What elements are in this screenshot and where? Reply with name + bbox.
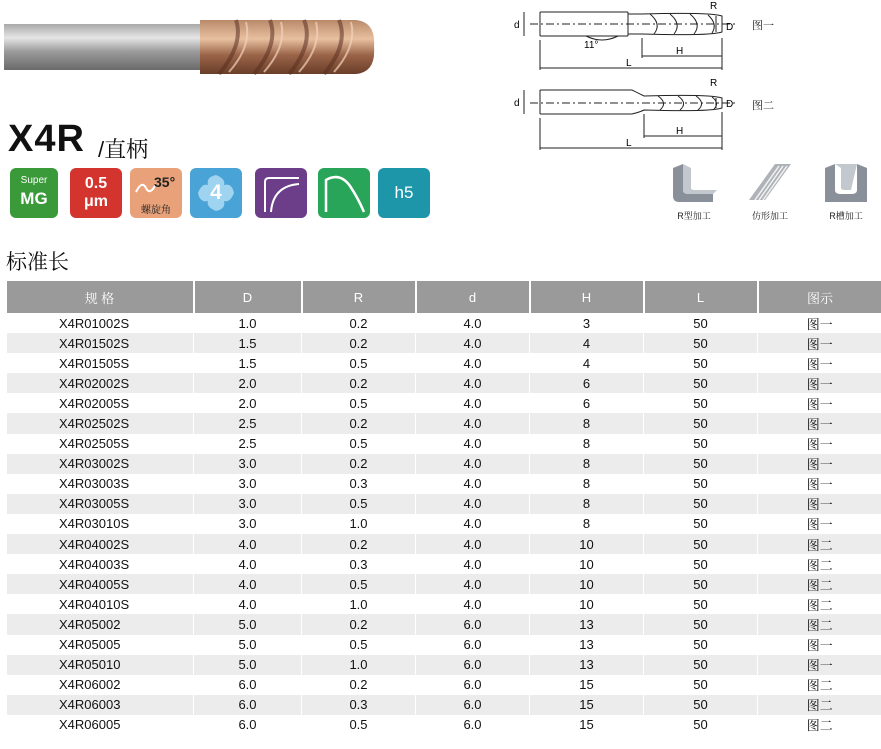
table-header-cell: d — [416, 281, 530, 313]
profile-machining-icon — [745, 160, 795, 204]
diagram2-L-label: L — [626, 138, 632, 149]
supermg-badge — [10, 168, 58, 218]
table-cell: 4 — [530, 333, 644, 353]
table-cell: 50 — [644, 313, 758, 333]
section-title: 标准长 — [6, 251, 69, 274]
table-cell: 4.0 — [194, 534, 302, 554]
r-groove-machining-icon — [821, 160, 871, 204]
table-cell: 4.0 — [416, 434, 530, 454]
table-cell: X4R03002S — [7, 454, 194, 474]
table-row — [7, 614, 881, 634]
table-cell: X4R05005 — [7, 635, 194, 655]
table-cell: 4.0 — [416, 353, 530, 373]
table-header-cell: 规 格 — [7, 281, 194, 313]
table-row — [7, 454, 881, 474]
table-cell: 0.2 — [302, 313, 416, 333]
table-cell: 4.0 — [194, 574, 302, 594]
table-cell: 4.0 — [416, 454, 530, 474]
table-cell: 0.5 — [302, 715, 416, 735]
table-row — [7, 675, 881, 695]
helix-value: 35° — [154, 174, 176, 190]
table-cell: X4R06002 — [7, 675, 194, 695]
table-cell: 图二 — [758, 675, 881, 695]
diagram1-L-label: L — [626, 58, 632, 69]
table-cell: 10 — [530, 574, 644, 594]
table-cell: 图一 — [758, 333, 881, 353]
table-cell: 图二 — [758, 574, 881, 594]
table-cell: 50 — [644, 594, 758, 614]
table-cell: 6.0 — [416, 695, 530, 715]
table-cell: 6.0 — [416, 715, 530, 735]
table-cell: 3.0 — [194, 474, 302, 494]
table-row — [7, 353, 881, 373]
table-cell: 4.0 — [416, 494, 530, 514]
table-cell: 50 — [644, 494, 758, 514]
table-cell: 4.0 — [416, 554, 530, 574]
coating-unit: μm — [83, 193, 108, 210]
table-cell: 15 — [530, 675, 644, 695]
r-type-machining-icon — [669, 160, 719, 204]
table-cell: 0.3 — [302, 554, 416, 574]
table-cell: 4.0 — [416, 534, 530, 554]
table-cell: 13 — [530, 655, 644, 675]
table-cell: 3.0 — [194, 454, 302, 474]
table-cell: 1.0 — [302, 514, 416, 534]
table-cell: X4R04003S — [7, 554, 194, 574]
table-cell: 13 — [530, 614, 644, 634]
table-cell: 50 — [644, 514, 758, 534]
r-type-machining — [664, 160, 724, 222]
table-cell: 4.0 — [416, 574, 530, 594]
table-cell: 图二 — [758, 614, 881, 634]
table-cell: 图二 — [758, 554, 881, 574]
table-cell: 0.5 — [302, 393, 416, 413]
table-cell: 6 — [530, 393, 644, 413]
table-header-cell: H — [530, 281, 644, 313]
table-cell: 6.0 — [416, 675, 530, 695]
table-cell: X4R04005S — [7, 574, 194, 594]
table-cell: 50 — [644, 715, 758, 735]
table-row — [7, 655, 881, 675]
table-cell: 1.0 — [302, 594, 416, 614]
table-cell: 4.0 — [416, 514, 530, 534]
table-cell: 0.5 — [302, 635, 416, 655]
diagram2-R-label: R — [710, 78, 718, 89]
table-cell: 3.0 — [194, 514, 302, 534]
dimension-diagram-1 — [510, 0, 740, 72]
table-cell: 50 — [644, 353, 758, 373]
table-cell: 4.0 — [416, 474, 530, 494]
table-cell: 4.0 — [416, 313, 530, 333]
table-cell: X4R03005S — [7, 494, 194, 514]
table-cell: 50 — [644, 655, 758, 675]
product-title: X4R — [8, 118, 85, 160]
table-cell: 0.2 — [302, 614, 416, 634]
table-cell: 0.5 — [302, 574, 416, 594]
table-header-cell: D — [194, 281, 302, 313]
table-cell: 15 — [530, 695, 644, 715]
table-cell: 0.5 — [302, 353, 416, 373]
table-cell: 10 — [530, 534, 644, 554]
table-cell: 图一 — [758, 353, 881, 373]
table-cell: 4.0 — [416, 373, 530, 393]
figure-1-label: 图一 — [752, 20, 774, 32]
table-cell: 2.5 — [194, 413, 302, 433]
supermg-bottom-text: MG — [20, 189, 48, 208]
r-groove-machining — [816, 160, 876, 222]
table-cell: 2.0 — [194, 373, 302, 393]
table-cell: 图二 — [758, 594, 881, 614]
table-cell: 50 — [644, 333, 758, 353]
table-cell: 50 — [644, 635, 758, 655]
table-row — [7, 413, 881, 433]
profile-machining-caption: 仿形加工 — [751, 211, 788, 221]
table-cell: 8 — [530, 434, 644, 454]
diagram1-angle-label: 11° — [584, 40, 599, 51]
table-cell: 13 — [530, 635, 644, 655]
r-groove-machining-caption: R槽加工 — [829, 211, 863, 221]
table-cell: 图一 — [758, 313, 881, 333]
table-cell: X4R01502S — [7, 333, 194, 353]
table-cell: 0.5 — [302, 434, 416, 454]
table-cell: X4R04002S — [7, 534, 194, 554]
table-cell: 图一 — [758, 454, 881, 474]
diagram1-D-label: D — [726, 22, 734, 33]
table-header-row — [7, 281, 881, 313]
table-row — [7, 574, 881, 594]
diagram1-R-label: R — [710, 1, 718, 12]
table-cell: X4R03003S — [7, 474, 194, 494]
table-cell: 1.0 — [302, 655, 416, 675]
tolerance-badge — [378, 168, 430, 218]
table-cell: 图二 — [758, 695, 881, 715]
table-cell: 图一 — [758, 494, 881, 514]
tolerance-text: h5 — [394, 183, 414, 202]
flute-count-badge — [190, 168, 242, 218]
table-cell: 5.0 — [194, 635, 302, 655]
table-cell: 0.3 — [302, 695, 416, 715]
supermg-top-text: Super — [20, 175, 48, 186]
table-header-cell: 图示 — [758, 281, 881, 313]
table-cell: X4R06003 — [7, 695, 194, 715]
profile-cutting-badge — [318, 168, 370, 218]
table-cell: 50 — [644, 554, 758, 574]
table-cell: X4R02505S — [7, 434, 194, 454]
table-cell: 50 — [644, 474, 758, 494]
table-cell: X4R01505S — [7, 353, 194, 373]
table-cell: 3 — [530, 313, 644, 333]
table-row — [7, 514, 881, 534]
helix-angle-badge — [130, 168, 182, 218]
table-cell: 6.0 — [416, 635, 530, 655]
table-row — [7, 494, 881, 514]
diagram2-D-label: D — [726, 99, 734, 110]
diagram2-d-label: d — [514, 98, 520, 109]
table-cell: 图二 — [758, 715, 881, 735]
table-row — [7, 373, 881, 393]
table-cell: 6.0 — [194, 675, 302, 695]
product-subtitle: /直柄 — [98, 137, 149, 162]
table-row — [7, 434, 881, 454]
table-cell: X4R02002S — [7, 373, 194, 393]
spec-table — [6, 281, 881, 735]
table-row — [7, 554, 881, 574]
table-cell: 0.2 — [302, 333, 416, 353]
table-cell: X4R04010S — [7, 594, 194, 614]
diagram2-H-label: H — [676, 126, 684, 137]
table-row — [7, 695, 881, 715]
table-cell: 图一 — [758, 474, 881, 494]
table-cell: 50 — [644, 413, 758, 433]
table-cell: 1.0 — [194, 313, 302, 333]
table-cell: 8 — [530, 454, 644, 474]
table-row — [7, 393, 881, 413]
figure-2-label: 图二 — [752, 100, 774, 112]
helix-label: 螺旋角 — [141, 205, 171, 216]
table-cell: 4.0 — [416, 594, 530, 614]
table-cell: 图二 — [758, 534, 881, 554]
table-cell: 8 — [530, 494, 644, 514]
table-cell: X4R01002S — [7, 313, 194, 333]
table-cell: 6.0 — [194, 695, 302, 715]
dimension-diagram-2 — [510, 76, 740, 152]
table-cell: 4.0 — [194, 554, 302, 574]
table-cell: 50 — [644, 454, 758, 474]
table-cell: 10 — [530, 554, 644, 574]
r-type-machining-caption: R型加工 — [677, 211, 711, 221]
table-body — [7, 313, 881, 735]
table-cell: 图一 — [758, 655, 881, 675]
table-row — [7, 635, 881, 655]
table-cell: 50 — [644, 393, 758, 413]
table-cell: 0.3 — [302, 474, 416, 494]
table-cell: X4R02502S — [7, 413, 194, 433]
table-cell: 15 — [530, 715, 644, 735]
table-cell: 0.2 — [302, 413, 416, 433]
diagram1-d-label: d — [514, 20, 520, 31]
corner-radius-badge — [255, 168, 307, 218]
table-cell: 6.0 — [416, 655, 530, 675]
table-cell: 4.0 — [416, 393, 530, 413]
table-cell: 6.0 — [194, 715, 302, 735]
table-cell: 4.0 — [416, 413, 530, 433]
table-cell: 1.5 — [194, 333, 302, 353]
table-cell: 0.2 — [302, 534, 416, 554]
table-cell: 6 — [530, 373, 644, 393]
table-cell: 50 — [644, 373, 758, 393]
table-cell: 0.2 — [302, 454, 416, 474]
table-row — [7, 474, 881, 494]
table-cell: 8 — [530, 514, 644, 534]
table-row — [7, 313, 881, 333]
table-cell: 4 — [530, 353, 644, 373]
table-cell: 50 — [644, 675, 758, 695]
table-cell: 2.5 — [194, 434, 302, 454]
table-row — [7, 333, 881, 353]
table-cell: 8 — [530, 413, 644, 433]
table-cell: X4R05010 — [7, 655, 194, 675]
table-cell: X4R06005 — [7, 715, 194, 735]
table-cell: 图一 — [758, 413, 881, 433]
table-header-cell: L — [644, 281, 758, 313]
table-cell: 50 — [644, 614, 758, 634]
table-cell: 6.0 — [416, 614, 530, 634]
table-row — [7, 594, 881, 614]
table-cell: 5.0 — [194, 655, 302, 675]
flute-count: 4 — [210, 181, 222, 204]
table-row — [7, 534, 881, 554]
table-cell: 5.0 — [194, 614, 302, 634]
table-cell: 图一 — [758, 373, 881, 393]
table-cell: X4R05002 — [7, 614, 194, 634]
profile-machining — [740, 160, 800, 222]
table-cell: 3.0 — [194, 494, 302, 514]
table-cell: X4R02005S — [7, 393, 194, 413]
table-cell: 4.0 — [416, 333, 530, 353]
diagram1-H-label: H — [676, 46, 684, 57]
table-cell: 0.5 — [302, 494, 416, 514]
profile-curve-icon — [318, 168, 370, 218]
table-cell: 50 — [644, 574, 758, 594]
table-cell: 10 — [530, 594, 644, 614]
coating-value: 0.5 — [84, 175, 108, 192]
table-cell: 8 — [530, 474, 644, 494]
table-cell: X4R03010S — [7, 514, 194, 534]
table-cell: 50 — [644, 534, 758, 554]
table-cell: 图一 — [758, 434, 881, 454]
table-cell: 50 — [644, 434, 758, 454]
table-row — [7, 715, 881, 735]
table-cell: 图一 — [758, 635, 881, 655]
table-cell: 图一 — [758, 514, 881, 534]
table-cell: 1.5 — [194, 353, 302, 373]
table-cell: 0.2 — [302, 675, 416, 695]
table-cell: 图一 — [758, 393, 881, 413]
table-cell: 2.0 — [194, 393, 302, 413]
table-header-cell: R — [302, 281, 416, 313]
table-cell: 50 — [644, 695, 758, 715]
end-mill-photo — [4, 14, 376, 80]
coating-thickness-badge — [70, 168, 122, 218]
corner-radius-icon — [255, 168, 307, 218]
table-cell: 4.0 — [194, 594, 302, 614]
table-cell: 0.2 — [302, 373, 416, 393]
